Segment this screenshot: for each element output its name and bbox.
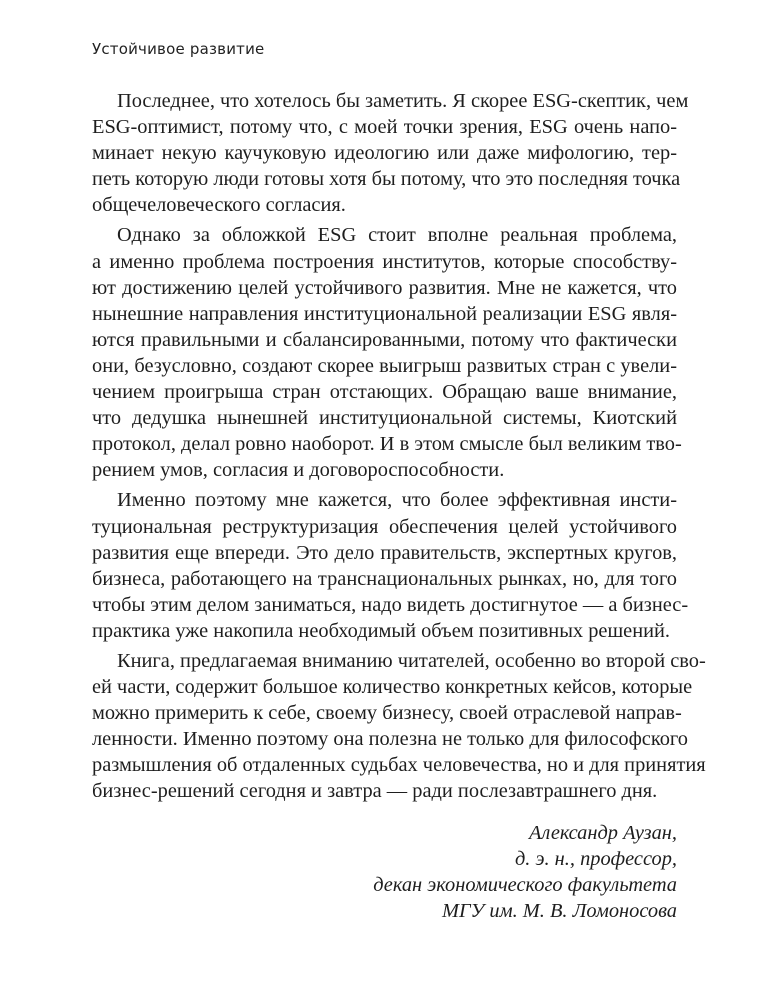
paragraph-3: [92, 487, 689, 644]
author-position: декан экономического факультета: [373, 874, 677, 897]
text-line: ют достижению целей устойчивого развития. Мне не кажется, что: [92, 276, 677, 299]
text-line: ESG-оптимист, потому что, с моей точки зрения, ESG очень напо-: [92, 116, 677, 139]
text-line: а именно проблема построения институтов, которые способству-: [92, 250, 677, 273]
text-line: бизнес-решений сегодня и завтра — ради послезавтрашнего дня.: [92, 780, 658, 803]
text-line: общечеловеческого согласия.: [92, 194, 346, 217]
text-line: петь которую люди готовы хотя бы потому, что это последняя точка: [92, 168, 681, 191]
text-line: ей части, содержит большое количество конкретных кейсов, которые: [92, 676, 693, 699]
text-line: можно примерить к себе, своему бизнесу, своей отраслевой направ-: [92, 702, 682, 725]
text-line: Однако за обложкой ESG стоит вполне реальная проблема,: [117, 224, 677, 247]
paragraph-2: [92, 222, 682, 483]
text-line: рением умов, согласия и договороспособности.: [92, 459, 505, 482]
body-text: [92, 88, 706, 805]
author-signature: [92, 820, 677, 924]
text-line: чтобы этим делом заниматься, надо видеть достигнутое — а бизнес-: [92, 593, 689, 616]
running-head: Устойчивое развитие: [92, 40, 265, 58]
paragraph-1: [92, 88, 689, 218]
text-line: ленности. Именно поэтому она полезна не только для философского: [92, 728, 688, 751]
text-line: Книга, предлагаемая вниманию читателей, особенно во второй сво-: [117, 649, 706, 672]
text-line: они, безусловно, создают скорее выигрыш развитых стран с увели-: [92, 354, 677, 377]
author-degree: д. э. н., профессор,: [514, 848, 677, 871]
text-line: Последнее, что хотелось бы заметить. Я скорее ESG-скептик, чем: [117, 90, 689, 112]
text-line: чением проигрыша стран отстающих. Обращаю ваше внимание,: [92, 381, 677, 404]
paragraph-4: [92, 648, 706, 805]
text-line: что дедушка нынешней институциональной системы, Киотский: [92, 407, 677, 430]
text-line: туциональная реструктуризация обеспечения целей устойчивого: [92, 515, 677, 538]
text-line: бизнеса, работающего на транснациональных рынках, но, для того: [92, 567, 677, 590]
text-line: нынешние направления институциональной реализации ESG явля-: [92, 302, 677, 325]
text-line: Именно поэтому мне кажется, что более эффективная инсти-: [117, 489, 677, 512]
text-line: размышления об отдаленных судьбах человечества, но и для принятия: [92, 754, 706, 777]
author-university: МГУ им. М. В. Ломоносова: [441, 900, 677, 923]
text-line: ются правильными и сбалансированными, потому что фактически: [92, 328, 677, 351]
text-line: минает некую каучуковую идеологию или даже мифологию, тер-: [92, 142, 677, 165]
text-line: протокол, делал ровно наоборот. И в этом смысле был великим тво-: [92, 433, 682, 456]
text-line: развития еще впереди. Это дело правительств, экспертных кругов,: [92, 541, 677, 564]
text-line: практика уже накопила необходимый объем позитивных решений.: [92, 619, 671, 642]
author-name: Александр Аузан,: [528, 822, 677, 844]
